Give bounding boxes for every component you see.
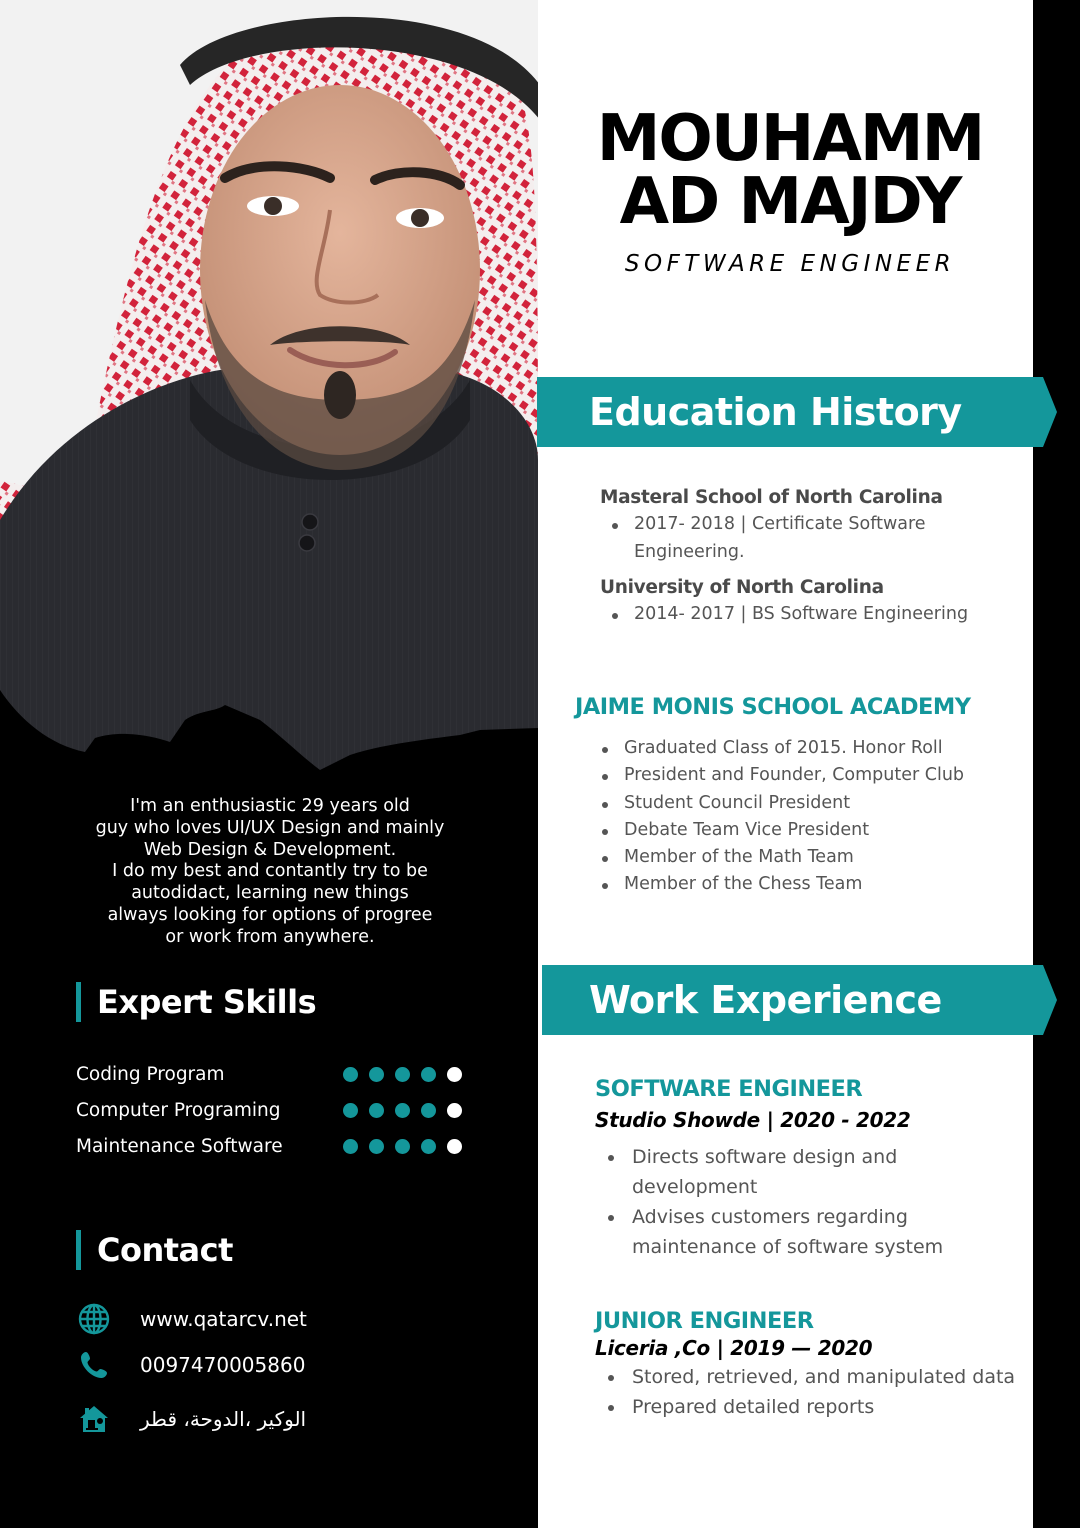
skills-heading-text: Expert Skills [97,983,317,1021]
academy-item: Member of the Chess Team [590,871,1020,898]
rating-dot-empty [447,1067,462,1082]
skill-name: Coding Program [76,1063,225,1085]
education-banner [537,377,1057,447]
heading-accent-bar [76,982,81,1022]
job-entry [595,1076,1025,1262]
duty-item: Advises customers regarding maintenance of software system [595,1202,955,1262]
academy-item: President and Founder, Computer Club [590,762,1020,789]
phone-number[interactable]: 0097470005860 [140,1353,306,1377]
education-heading: Education History [589,390,962,434]
rating-dot-filled [343,1103,358,1118]
about-line: Web Design & Development. [143,839,397,860]
job-role: SOFTWARE ENGINEER [595,1076,863,1102]
detail-item: 2014- 2017 | BS Software Engineering [600,601,1020,629]
contact-list [76,1296,307,1450]
academy-list [590,735,1020,899]
school-details [600,601,1020,629]
skills-list [76,1056,476,1164]
contact-heading [76,1230,233,1270]
contact-phone[interactable] [76,1342,307,1388]
rating-dot-filled [395,1139,410,1154]
rating-dot-filled [369,1067,384,1082]
skill-name: Computer Programing [76,1099,281,1121]
job-role: JUNIOR ENGINEER [595,1308,814,1334]
job-title: SOFTWARE ENGINEER [624,251,956,277]
school-details [600,511,1020,566]
academy-name: JAIME MONIS SCHOOL ACADEMY [575,694,971,720]
skill-item [76,1128,476,1164]
about-line: I'm an enthusiastic 29 years old [130,796,410,816]
school-name: Masteral School of North Carolina [600,487,943,508]
rating-dot-filled [395,1067,410,1082]
academy-item: Graduated Class of 2015. Honor Roll [590,735,1020,762]
about-text [60,796,480,949]
skill-item [76,1056,476,1092]
about-line: always looking for options of progree [107,904,433,925]
duty-item: Directs software design and development [595,1142,925,1202]
academy-item: Debate Team Vice President [590,817,1020,844]
rating-dot-filled [421,1103,436,1118]
globe-icon [76,1301,112,1337]
name-line: AD MAJDY [619,165,961,239]
rating-dot-empty [447,1139,462,1154]
detail-text: 2017- 2018 | Certificate Software [634,514,926,534]
name-line: MOUHAMM [596,102,984,176]
skill-rating [343,1067,462,1082]
academy-item: Student Council President [590,790,1020,817]
school-name: University of North Carolina [600,577,884,598]
portrait-illustration [0,0,538,780]
heading-accent-bar [76,1230,81,1270]
job-entry [595,1308,1025,1422]
rating-dot-filled [369,1103,384,1118]
contact-heading-text: Contact [97,1231,233,1269]
duty-item: Prepared detailed reports [595,1392,1025,1422]
job-company: Studio Showde | 2020 - 2022 [595,1108,911,1132]
job-duties [595,1142,1025,1262]
skills-heading [76,982,316,1022]
phone-icon [76,1347,112,1383]
education-schools [600,484,1020,629]
skill-item [76,1092,476,1128]
contact-website[interactable] [76,1296,307,1342]
right-edge-strip [1033,0,1080,1528]
skill-name: Maintenance Software [76,1135,283,1157]
work-heading: Work Experience [589,978,942,1022]
about-line: or work from anywhere. [165,926,375,947]
about-line: I do my best and contantly try to be [112,861,428,882]
contact-address [76,1388,307,1450]
rating-dot-filled [369,1139,384,1154]
rating-dot-filled [343,1139,358,1154]
address-text: الوكير ،الدوحة، قطر [140,1407,307,1431]
website-link[interactable]: www.qatarcv.net [140,1307,307,1331]
skill-rating [343,1103,462,1118]
profile-photo [0,0,538,780]
detail-item [600,511,1020,566]
rating-dot-filled [421,1067,436,1082]
rating-dot-filled [395,1103,410,1118]
academy-item: Member of the Math Team [590,844,1020,871]
person-name [580,102,1000,239]
about-line: autodidact, learning new things [131,883,409,904]
about-line: guy who loves UI/UX Design and mainly [95,817,445,838]
detail-text: Engineering. [634,541,745,562]
rating-dot-filled [421,1139,436,1154]
job-company: Liceria ,Co | 2019 — 2020 [595,1336,873,1360]
work-banner [542,965,1057,1035]
home-icon [76,1401,112,1437]
job-duties [595,1362,1025,1422]
duty-item: Stored, retrieved, and manipulated data [595,1362,1025,1392]
skill-rating [343,1139,462,1154]
rating-dot-filled [343,1067,358,1082]
rating-dot-empty [447,1103,462,1118]
